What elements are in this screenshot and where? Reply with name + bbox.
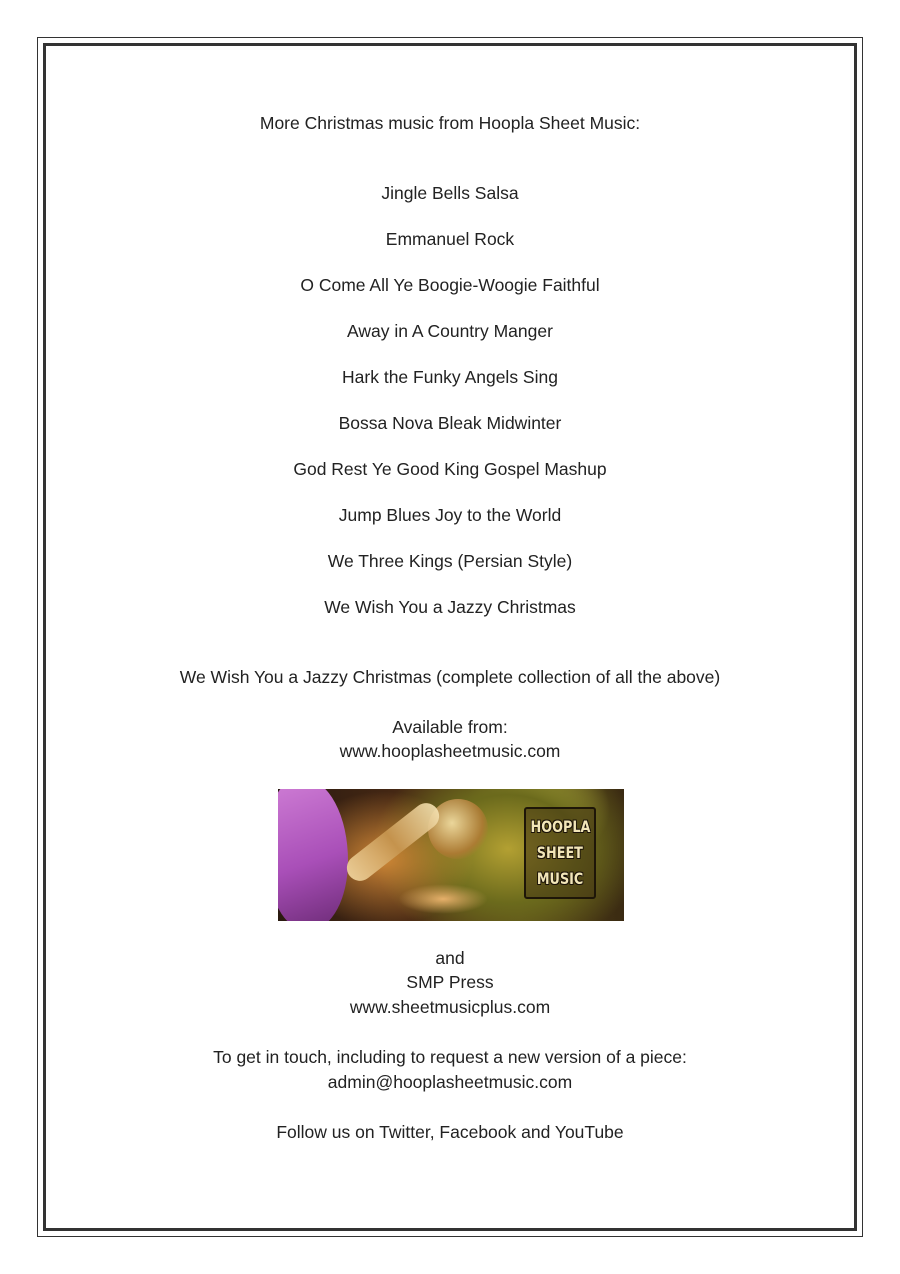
available-label: Available from:	[392, 717, 508, 737]
title-item: We Wish You a Jazzy Christmas	[324, 597, 576, 617]
title-item: God Rest Ye Good King Gospel Mashup	[293, 459, 607, 479]
saxophone-body	[342, 798, 445, 886]
performer-figure	[278, 789, 348, 921]
title-item: Emmanuel Rock	[385, 229, 515, 249]
hoopla-logo	[524, 807, 596, 899]
publisher-name: SMP Press	[406, 972, 494, 992]
title-item: Bossa Nova Bleak Midwinter	[338, 413, 562, 433]
title-item: We Three Kings (Persian Style)	[327, 551, 573, 571]
collection-title: We Wish You a Jazzy Christmas (complete collection of all the above)	[179, 667, 721, 687]
and-connector: and	[435, 948, 465, 968]
title-item: Hark the Funky Angels Sing	[342, 367, 558, 387]
logo-line: MUSIC	[536, 869, 584, 888]
hoopla-banner-image	[278, 789, 624, 921]
sheetmusicplus-url-link[interactable]: www.sheetmusicplus.com	[349, 997, 551, 1017]
logo-line: HOOPLA	[530, 817, 590, 836]
contact-email-link[interactable]: admin@hooplasheetmusic.com	[327, 1072, 573, 1092]
title-item: O Come All Ye Boogie-Woogie Faithful	[300, 275, 600, 295]
logo-line: SHEET	[536, 843, 584, 862]
title-item: Away in A Country Manger	[347, 321, 553, 341]
title-item: Jump Blues Joy to the World	[338, 505, 562, 525]
social-follow-text: Follow us on Twitter, Facebook and YouTube	[276, 1122, 624, 1142]
saxophone-keys	[398, 884, 488, 914]
contact-text: To get in touch, including to request a new version of a piece:	[213, 1047, 687, 1067]
section-header: More Christmas music from Hoopla Sheet Music:	[259, 113, 641, 133]
title-item: Jingle Bells Salsa	[381, 183, 519, 203]
hoopla-url-link[interactable]: www.hooplasheetmusic.com	[339, 741, 561, 761]
